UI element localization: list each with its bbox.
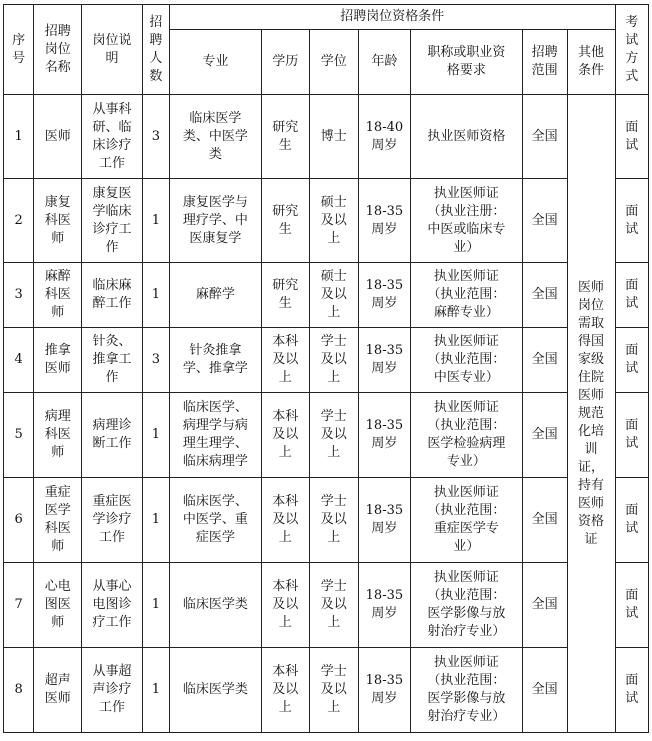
- cell-description: 针灸、 推拿工 作: [82, 328, 143, 393]
- cell-position: 重症 医学 科医 师: [34, 478, 82, 563]
- cell-no: 6: [4, 478, 34, 563]
- cell-no: 4: [4, 328, 34, 393]
- cell-exam: 面 试: [615, 328, 648, 393]
- cell-exam: 面 试: [615, 179, 648, 263]
- cell-age: 18-35 周岁: [358, 263, 410, 328]
- cell-age: 18-35 周岁: [358, 648, 410, 733]
- cell-degree: 学士 及以 上: [309, 563, 358, 648]
- header-qualification-group: 招聘岗位资格条件: [169, 5, 615, 30]
- cell-education: 本科 及以 上: [261, 328, 309, 393]
- cell-degree: 博士: [309, 95, 358, 179]
- cell-title-requirement: 执业医师证 （执业范围： 医学影像与放 射治疗专业）: [410, 648, 522, 733]
- header-major: 专业: [169, 30, 261, 95]
- header-age: 年龄: [358, 30, 410, 95]
- cell-description: 临床麻 醉工作: [82, 263, 143, 328]
- cell-no: 5: [4, 393, 34, 478]
- cell-age: 18-35 周岁: [358, 328, 410, 393]
- table-row: [4, 328, 649, 393]
- cell-education: 本科 及以 上: [261, 563, 309, 648]
- cell-exam: 面 试: [615, 648, 648, 733]
- cell-degree: 学士 及以 上: [309, 478, 358, 563]
- cell-no: 1: [4, 95, 34, 179]
- cell-no: 3: [4, 263, 34, 328]
- cell-exam: 面 试: [615, 95, 648, 179]
- cell-degree: 学士 及以 上: [309, 393, 358, 478]
- cell-no: 8: [4, 648, 34, 733]
- cell-education: 本科 及以 上: [261, 393, 309, 478]
- header-education: 学历: [261, 30, 309, 95]
- cell-title-requirement: 执业医师证 （执业范围： 中医专业）: [410, 328, 522, 393]
- recruitment-table: [3, 4, 649, 733]
- cell-exam: 面 试: [615, 393, 648, 478]
- table-row: [4, 648, 649, 733]
- cell-education: 本科 及以 上: [261, 648, 309, 733]
- cell-exam: 面 试: [615, 263, 648, 328]
- cell-count: 1: [142, 179, 169, 263]
- cell-title-requirement: 执业医师证 （执业范围： 重症医学专 业）: [410, 478, 522, 563]
- cell-exam: 面 试: [615, 563, 648, 648]
- header-degree: 学位: [309, 30, 358, 95]
- table-row: [4, 95, 649, 179]
- cell-count: 1: [142, 563, 169, 648]
- cell-count: 1: [142, 478, 169, 563]
- cell-age: 18-35 周岁: [358, 563, 410, 648]
- cell-title-requirement: 执业医师证 （执业范围： 麻醉专业）: [410, 263, 522, 328]
- cell-position: 心电 图医 师: [34, 563, 82, 648]
- cell-no: 7: [4, 563, 34, 648]
- header-no: 序 号: [4, 5, 34, 95]
- table-row: [4, 563, 649, 648]
- cell-position: 医师: [34, 95, 82, 179]
- cell-education: 研究 生: [261, 263, 309, 328]
- cell-position: 推拿 医师: [34, 328, 82, 393]
- cell-count: 1: [142, 263, 169, 328]
- cell-no: 2: [4, 179, 34, 263]
- cell-description: 病理诊 断工作: [82, 393, 143, 478]
- cell-education: 本科 及以 上: [261, 478, 309, 563]
- cell-scope: 全国: [522, 563, 567, 648]
- cell-description: 重症医 学诊疗 工作: [82, 478, 143, 563]
- cell-position: 超声 医师: [34, 648, 82, 733]
- cell-position: 病理 科医 师: [34, 393, 82, 478]
- cell-count: 3: [142, 95, 169, 179]
- cell-count: 1: [142, 393, 169, 478]
- cell-scope: 全国: [522, 478, 567, 563]
- header-scope: 招聘 范围: [522, 30, 567, 95]
- cell-education: 研究 生: [261, 95, 309, 179]
- table-row: [4, 478, 649, 563]
- cell-title-requirement: 执业医师证 （执业注册： 中医或临床专 业）: [410, 179, 522, 263]
- cell-degree: 硕士 及以 上: [309, 179, 358, 263]
- header-description: 岗位说 明: [82, 5, 143, 95]
- header-count: 招 聘 人 数: [142, 5, 169, 95]
- cell-scope: 全国: [522, 648, 567, 733]
- cell-age: 18-35 周岁: [358, 393, 410, 478]
- header-exam: 考 试 方 式: [615, 5, 648, 95]
- cell-scope: 全国: [522, 179, 567, 263]
- cell-count: 3: [142, 328, 169, 393]
- cell-major: 临床医学类: [169, 563, 261, 648]
- cell-title-requirement: 执业医师证 （执业范围： 医学影像与放 射治疗专业）: [410, 563, 522, 648]
- table-row: [4, 393, 649, 478]
- cell-degree: 学士 及以 上: [309, 648, 358, 733]
- table-row: [4, 179, 649, 263]
- cell-education: 研究 生: [261, 179, 309, 263]
- cell-position: 麻醉 科医 师: [34, 263, 82, 328]
- header-other: 其他 条件: [567, 30, 615, 95]
- cell-description: 从事超 声诊疗 工作: [82, 648, 143, 733]
- cell-age: 18-35 周岁: [358, 478, 410, 563]
- cell-scope: 全国: [522, 263, 567, 328]
- cell-major: 针灸推拿 学、推拿学: [169, 328, 261, 393]
- header-title-requirement: 职称或职业资 格要求: [410, 30, 522, 95]
- cell-other-conditions: 医师 岗位 需取 得国 家级 住院 医师 规范 化培 训 证， 持有 医师 资格 证: [567, 95, 615, 733]
- cell-age: 18-40 周岁: [358, 95, 410, 179]
- cell-major: 临床医学 类、中医学 类: [169, 95, 261, 179]
- recruitment-table-container: [3, 4, 649, 733]
- table-row: [4, 263, 649, 328]
- cell-major: 麻醉学: [169, 263, 261, 328]
- cell-degree: 硕士 及以 上: [309, 263, 358, 328]
- cell-age: 18-35 周岁: [358, 179, 410, 263]
- cell-degree: 学士 及以 上: [309, 328, 358, 393]
- cell-major: 康复医学与 理疗学、中 医康复学: [169, 179, 261, 263]
- cell-description: 从事心 电图诊 疗工作: [82, 563, 143, 648]
- cell-title-requirement: 执业医师资格: [410, 95, 522, 179]
- cell-position: 康复 科医 师: [34, 179, 82, 263]
- cell-title-requirement: 执业医师证 （执业范围： 医学检验病理 专业）: [410, 393, 522, 478]
- cell-count: 1: [142, 648, 169, 733]
- cell-major: 临床医学类: [169, 648, 261, 733]
- cell-description: 从事科 研、临 床诊疗 工作: [82, 95, 143, 179]
- cell-scope: 全国: [522, 328, 567, 393]
- cell-exam: 面 试: [615, 478, 648, 563]
- cell-description: 康复医 学临床 诊疗工 作: [82, 179, 143, 263]
- cell-scope: 全国: [522, 393, 567, 478]
- cell-major: 临床医学、 病理学与病 理生理学、 临床病理学: [169, 393, 261, 478]
- header-position: 招聘 岗位 名称: [34, 5, 82, 95]
- cell-major: 临床医学、 中医学、重 症医学: [169, 478, 261, 563]
- cell-scope: 全国: [522, 95, 567, 179]
